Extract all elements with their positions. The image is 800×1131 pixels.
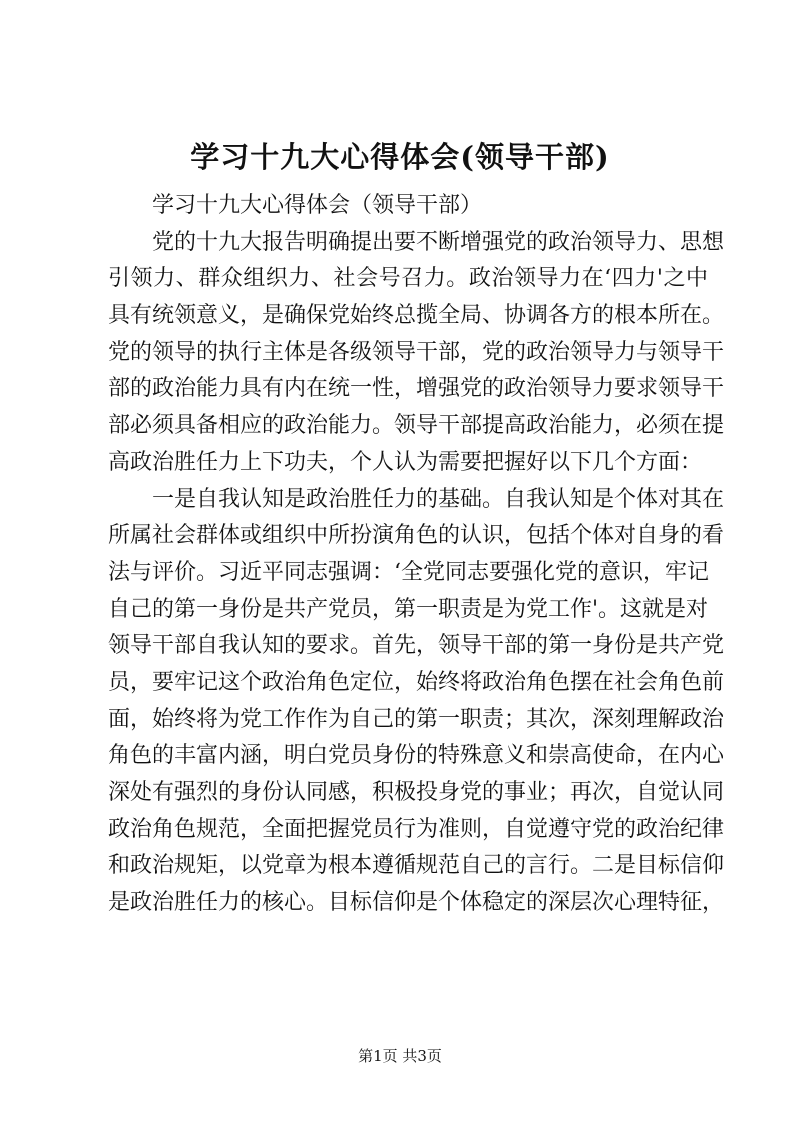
paragraph-line: 角色的丰富内涵，明白党员身份的特殊意义和崇高使命，在内心: [108, 743, 725, 769]
paragraph-line: 高政治胜任力上下功夫，个人认为需要把握好以下几个方面：: [108, 449, 703, 475]
paragraph-line: 党的十九大报告明确提出要不断增强党的政治领导力、思想: [152, 229, 725, 255]
paragraph-line: 具有统领意义，是确保党始终总揽全局、协调各方的根本所在。: [108, 303, 725, 329]
paragraph-line: 面，始终将为党工作作为自己的第一职责；其次，深刻理解政治: [108, 706, 725, 732]
page-footer: 第1页 共3页: [358, 1047, 442, 1065]
paragraph-1: [108, 225, 725, 482]
paragraph-line: 是政治胜任力的核心。目标信仰是个体稳定的深层次心理特征，: [108, 890, 725, 916]
document-subtitle: 学习十九大心得体会（领导干部）: [152, 193, 483, 218]
paragraph-line: 一是自我认知是政治胜任力的基础。自我认知是个体对其在: [152, 486, 725, 512]
paragraph-line: 部的政治能力具有内在统一性，增强党的政治领导力要求领导干: [108, 376, 725, 402]
paragraph-line: 法与评价。习近平同志强调：‘全党同志要强化党的意识，牢记: [108, 559, 709, 585]
paragraph-line: 员，要牢记这个政治角色定位，始终将政治角色摆在社会角色前: [108, 669, 725, 695]
paragraph-line: 所属社会群体或组织中所扮演角色的认识，包括个体对自身的看: [108, 523, 725, 549]
paragraph-line: 政治角色规范，全面把握党员行为准则，自觉遵守党的政治纪律: [108, 816, 725, 842]
document-title: 学习十九大心得体会(领导干部): [190, 140, 610, 174]
paragraph-line: 党的领导的执行主体是各级领导干部，党的政治领导力与领导干: [108, 339, 725, 365]
paragraph-line: 自己的第一身份是共产党员，第一职责是为党工作'。这就是对: [108, 596, 709, 622]
paragraph-line: 部必须具备相应的政治能力。领导干部提高政治能力，必须在提: [108, 413, 725, 439]
paragraph-line: 引领力、群众组织力、社会号召力。政治领导力在‘四力'之中: [108, 266, 708, 292]
paragraph-line: 和政治规矩，以党章为根本遵循规范自己的言行。二是目标信仰: [108, 853, 725, 879]
paragraph-line: 领导干部自我认知的要求。首先，领导干部的第一身份是共产党: [108, 633, 725, 659]
document-body: [108, 188, 725, 922]
paragraph-line: 深处有强烈的身份认同感，积极投身党的事业；再次，自觉认同: [108, 780, 725, 805]
paragraph-2: [108, 482, 725, 922]
